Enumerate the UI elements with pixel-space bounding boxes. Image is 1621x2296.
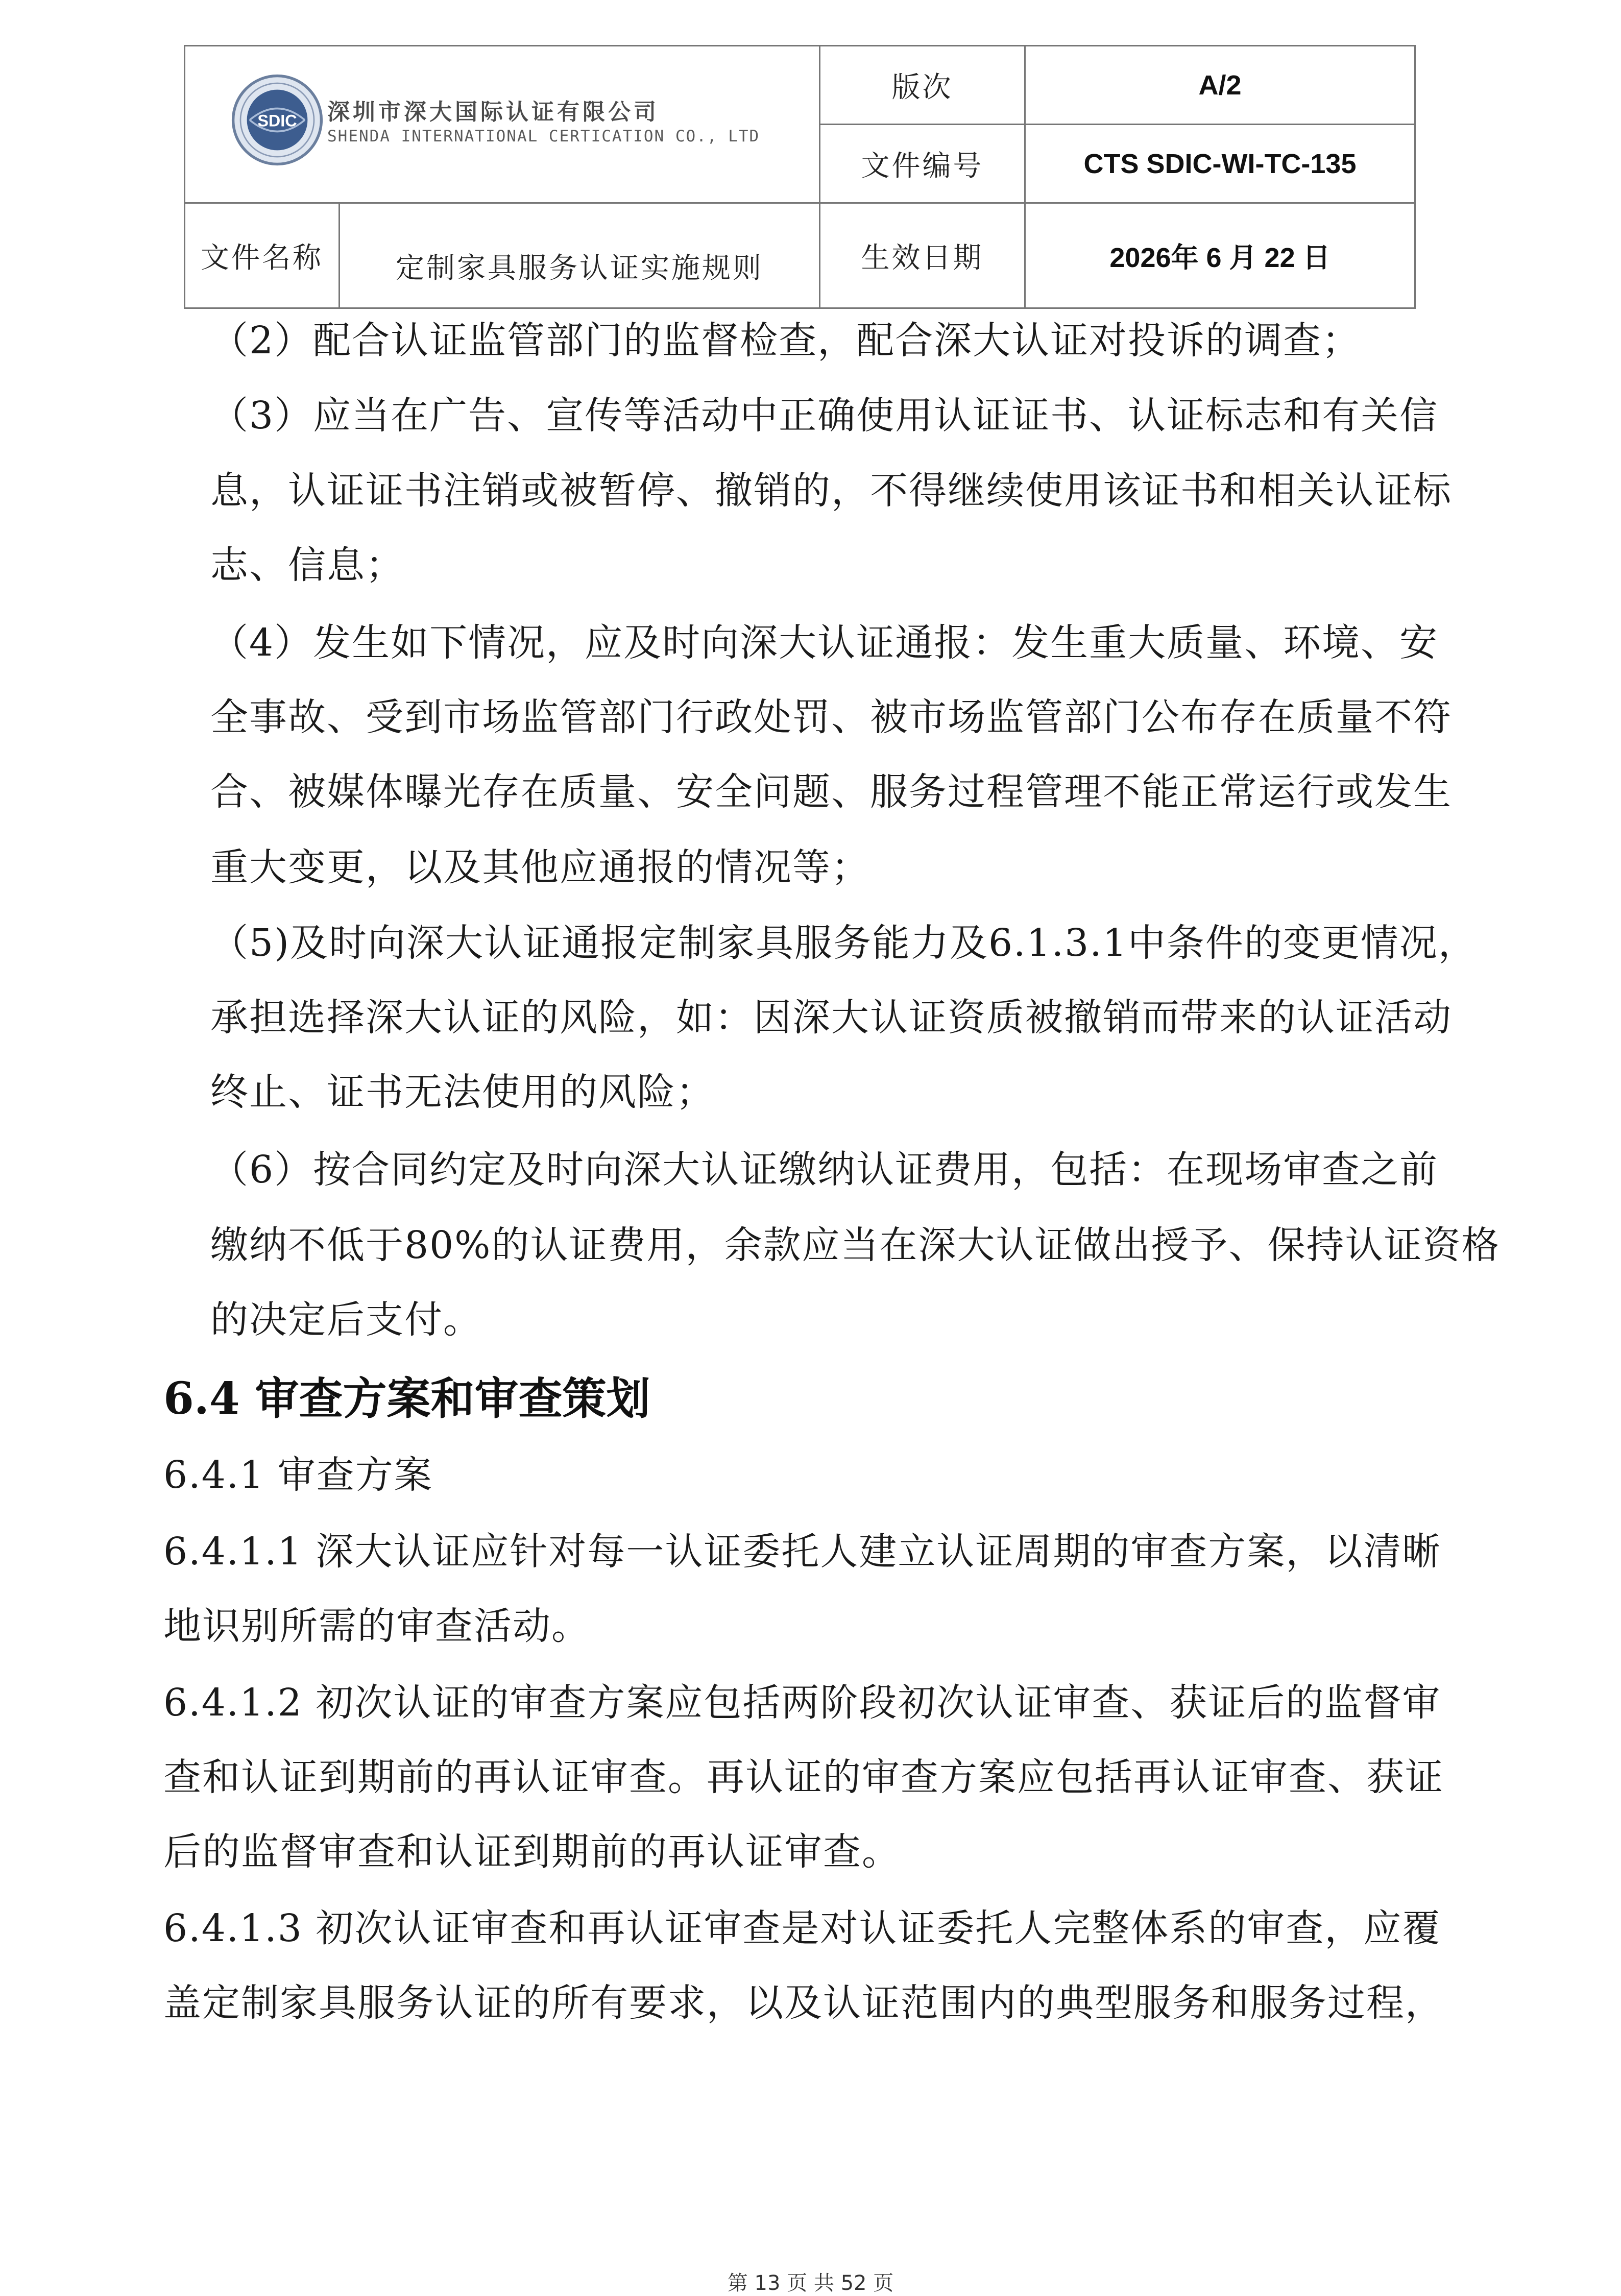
document-header-table xyxy=(184,45,1416,309)
page-footer xyxy=(0,2267,1621,2296)
page-total: 52 xyxy=(840,2271,867,2295)
paragraph-line: （4）发生如下情况，应及时向深大认证通报：发生重大质量、环境、安 xyxy=(210,621,1439,665)
company-name-cn: 深圳市深大国际认证有限公司 xyxy=(327,99,659,125)
section-heading: 6.4 审查方案和审查策划 xyxy=(163,1373,650,1424)
version-value: A/2 xyxy=(1198,69,1242,101)
paragraph-line: 终止、证书无法使用的风险； xyxy=(210,1070,715,1114)
page-suffix: 页 xyxy=(873,2271,894,2295)
paragraph-line: 地识别所需的审查活动。 xyxy=(163,1604,590,1648)
paragraph-line: 查和认证到期前的再认证审查。再认证的审查方案应包括再认证审查、获证 xyxy=(163,1755,1444,1799)
docno-value-cell xyxy=(1025,125,1415,203)
version-label-cell xyxy=(820,46,1025,125)
version-value-cell xyxy=(1025,46,1415,125)
subsection-title: 6.4.1 审查方案 xyxy=(163,1453,433,1497)
effective-date: 2026年 6 月 22 日 xyxy=(1109,243,1330,273)
effective-label-cell xyxy=(820,203,1025,308)
paragraph-line: （2）配合认证监管部门的监督检查，配合深大认证对投诉的调查； xyxy=(210,319,1361,362)
docno-label-cell xyxy=(820,125,1025,203)
filename-label: 文件名称 xyxy=(201,241,323,275)
filename-cell xyxy=(185,203,820,308)
paragraph-line: 全事故、受到市场监管部门行政处罚、被市场监管部门公布存在质量不符 xyxy=(210,695,1452,739)
sdic-logo-icon xyxy=(231,74,323,166)
paragraph-line: 志、信息； xyxy=(210,543,404,587)
company-logo-cell xyxy=(185,46,820,203)
effective-value-cell xyxy=(1025,203,1415,308)
paragraph-line: 重大变更，以及其他应通报的情况等； xyxy=(210,845,870,889)
paragraph-line: 缴纳不低于80%的认证费用，余款应当在深大认证做出授予、保持认证资格 xyxy=(210,1223,1501,1267)
paragraph-line: 6.4.1.3 初次认证审查和再认证审查是对认证委托人完整体系的审查，应覆 xyxy=(163,1906,1441,1950)
effective-label: 生效日期 xyxy=(861,241,984,275)
paragraph-line: 6.4.1.1 深大认证应针对每一认证委托人建立认证周期的审查方案，以清晰 xyxy=(163,1530,1441,1574)
paragraph-line: 的决定后支付。 xyxy=(210,1298,482,1342)
svg-text:SDIC: SDIC xyxy=(257,111,297,130)
page-prefix: 第 xyxy=(727,2271,748,2295)
company-name-en: SHENDA INTERNATIONAL CERTICATION CO., LTD xyxy=(327,127,760,146)
page-current: 13 xyxy=(754,2271,781,2295)
version-label: 版次 xyxy=(891,70,953,104)
paragraph-line: （6）按合同约定及时向深大认证缴纳认证费用，包括：在现场审查之前 xyxy=(210,1148,1439,1192)
paragraph-line: 合、被媒体曝光存在质量、安全问题、服务过程管理不能正常运行或发生 xyxy=(210,770,1452,814)
paragraph-line: （3）应当在广告、宣传等活动中正确使用认证证书、认证标志和有关信 xyxy=(210,394,1439,438)
filename-value: 定制家具服务认证实施规则 xyxy=(396,251,763,285)
docno-value: CTS SDIC-WI-TC-135 xyxy=(1083,148,1357,179)
paragraph-line: 6.4.1.2 初次认证的审查方案应包括两阶段初次认证审查、获证后的监督审 xyxy=(163,1681,1441,1725)
paragraph-line: 承担选择深大认证的风险，如：因深大认证资质被撤销而带来的认证活动 xyxy=(210,996,1452,1040)
paragraph-line: （5)及时向深大认证通报定制家具服务能力及6.1.3.1中条件的变更情况， xyxy=(210,921,1477,965)
paragraph-line: 息，认证证书注销或被暂停、撤销的，不得继续使用该证书和相关认证标 xyxy=(210,469,1452,513)
page-mid: 页 共 xyxy=(787,2271,834,2295)
paragraph-line: 后的监督审查和认证到期前的再认证审查。 xyxy=(163,1830,901,1874)
docno-label: 文件编号 xyxy=(861,149,984,183)
paragraph-line: 盖定制家具服务认证的所有要求，以及认证范围内的典型服务和服务过程， xyxy=(163,1981,1444,2025)
